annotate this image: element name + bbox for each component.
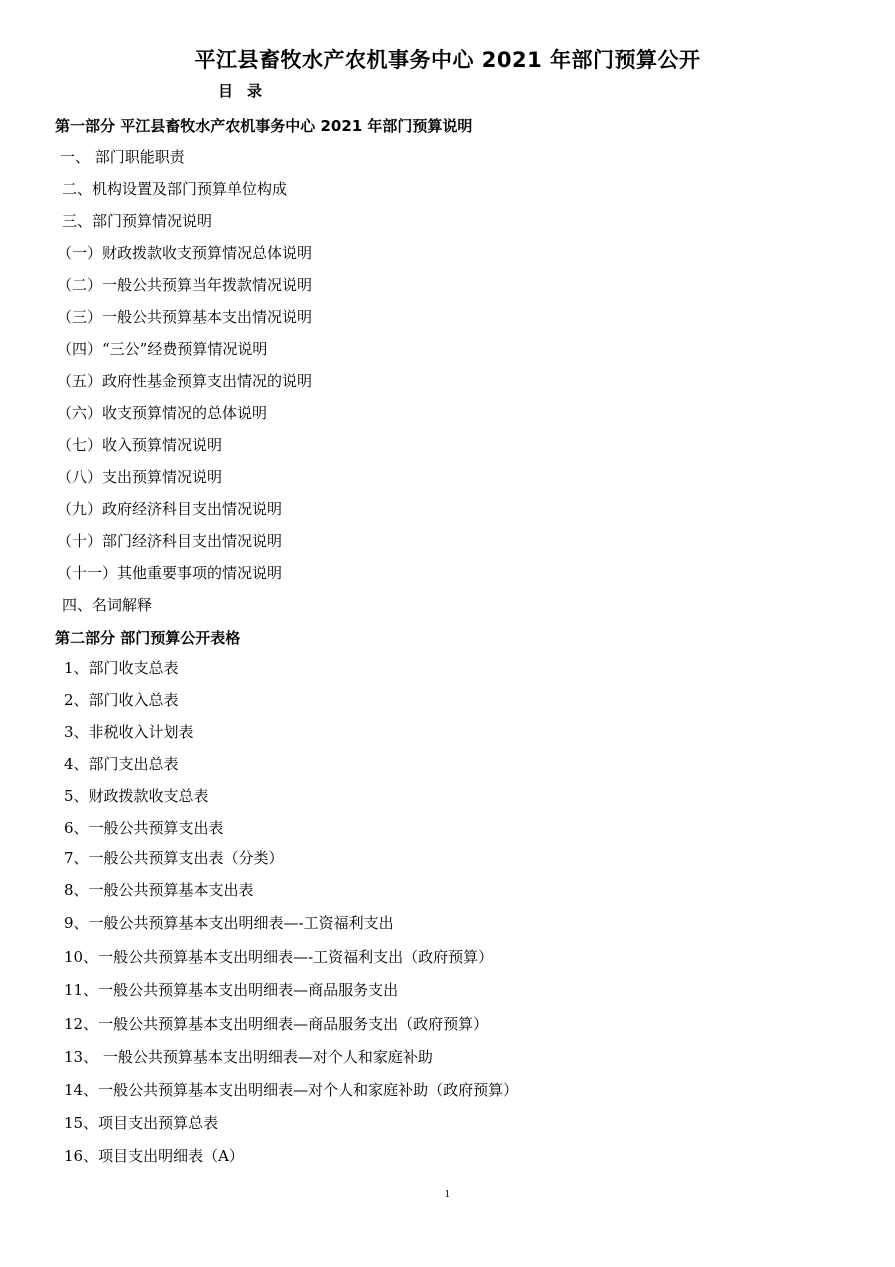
toc-item: （二）一般公共预算当年拨款情况说明	[57, 276, 313, 294]
toc-item: （七）收入预算情况说明	[57, 436, 223, 454]
toc-item: 1、部门收支总表	[64, 659, 179, 677]
toc-item: （十一）其他重要事项的情况说明	[57, 564, 283, 582]
part1-heading: 第一部分 平江县畜牧水产农机事务中心 2021 年部门预算说明	[55, 117, 473, 135]
toc-item: 7、一般公共预算支出表（分类）	[64, 849, 284, 867]
toc-item: 15、项目支出预算总表	[64, 1114, 219, 1132]
toc-item: 8、一般公共预算基本支出表	[64, 881, 254, 899]
toc-item: 5、财政拨款收支总表	[64, 787, 209, 805]
document-title: 平江县畜牧水产农机事务中心 2021 年部门预算公开	[194, 48, 701, 72]
toc-item: （六）收支预算情况的总体说明	[57, 404, 268, 422]
toc-item: 12、一般公共预算基本支出明细表—商品服务支出（政府预算）	[64, 1015, 489, 1033]
toc-item: 13、 一般公共预算基本支出明细表—对个人和家庭补助	[64, 1048, 433, 1066]
toc-item: 四、名词解释	[62, 596, 153, 614]
toc-item: 9、一般公共预算基本支出明细表—-工资福利支出	[64, 914, 394, 932]
toc-item: 6、一般公共预算支出表	[64, 819, 224, 837]
toc-item: （三）一般公共预算基本支出情况说明	[57, 308, 313, 326]
toc-item: 16、项目支出明细表（A）	[64, 1147, 244, 1165]
toc-item: 3、非税收入计划表	[64, 723, 194, 741]
toc-item: 11、一般公共预算基本支出明细表—商品服务支出	[64, 981, 399, 999]
toc-item: 10、一般公共预算基本支出明细表—-工资福利支出（政府预算）	[64, 948, 494, 966]
toc-item: （五）政府性基金预算支出情况的说明	[57, 372, 313, 390]
toc-item: （八）支出预算情况说明	[57, 468, 223, 486]
toc-item: （四）“三公”经费预算情况说明	[57, 340, 268, 358]
toc-item: 14、一般公共预算基本支出明细表—对个人和家庭补助（政府预算）	[64, 1081, 519, 1099]
toc-item: 三、部门预算情况说明	[62, 212, 213, 230]
toc-item: 一、 部门职能职责	[60, 148, 185, 166]
toc-item: （九）政府经济科目支出情况说明	[57, 500, 283, 518]
toc-item: （十）部门经济科目支出情况说明	[57, 532, 283, 550]
toc-item: 4、部门支出总表	[64, 755, 179, 773]
toc-heading: 目录	[218, 82, 277, 100]
toc-item: 2、部门收入总表	[64, 691, 179, 709]
toc-item: 二、机构设置及部门预算单位构成	[62, 180, 288, 198]
part2-heading: 第二部分 部门预算公开表格	[55, 629, 241, 647]
page-number: 1	[444, 1190, 451, 1200]
toc-item: （一）财政拨款收支预算情况总体说明	[57, 244, 313, 262]
